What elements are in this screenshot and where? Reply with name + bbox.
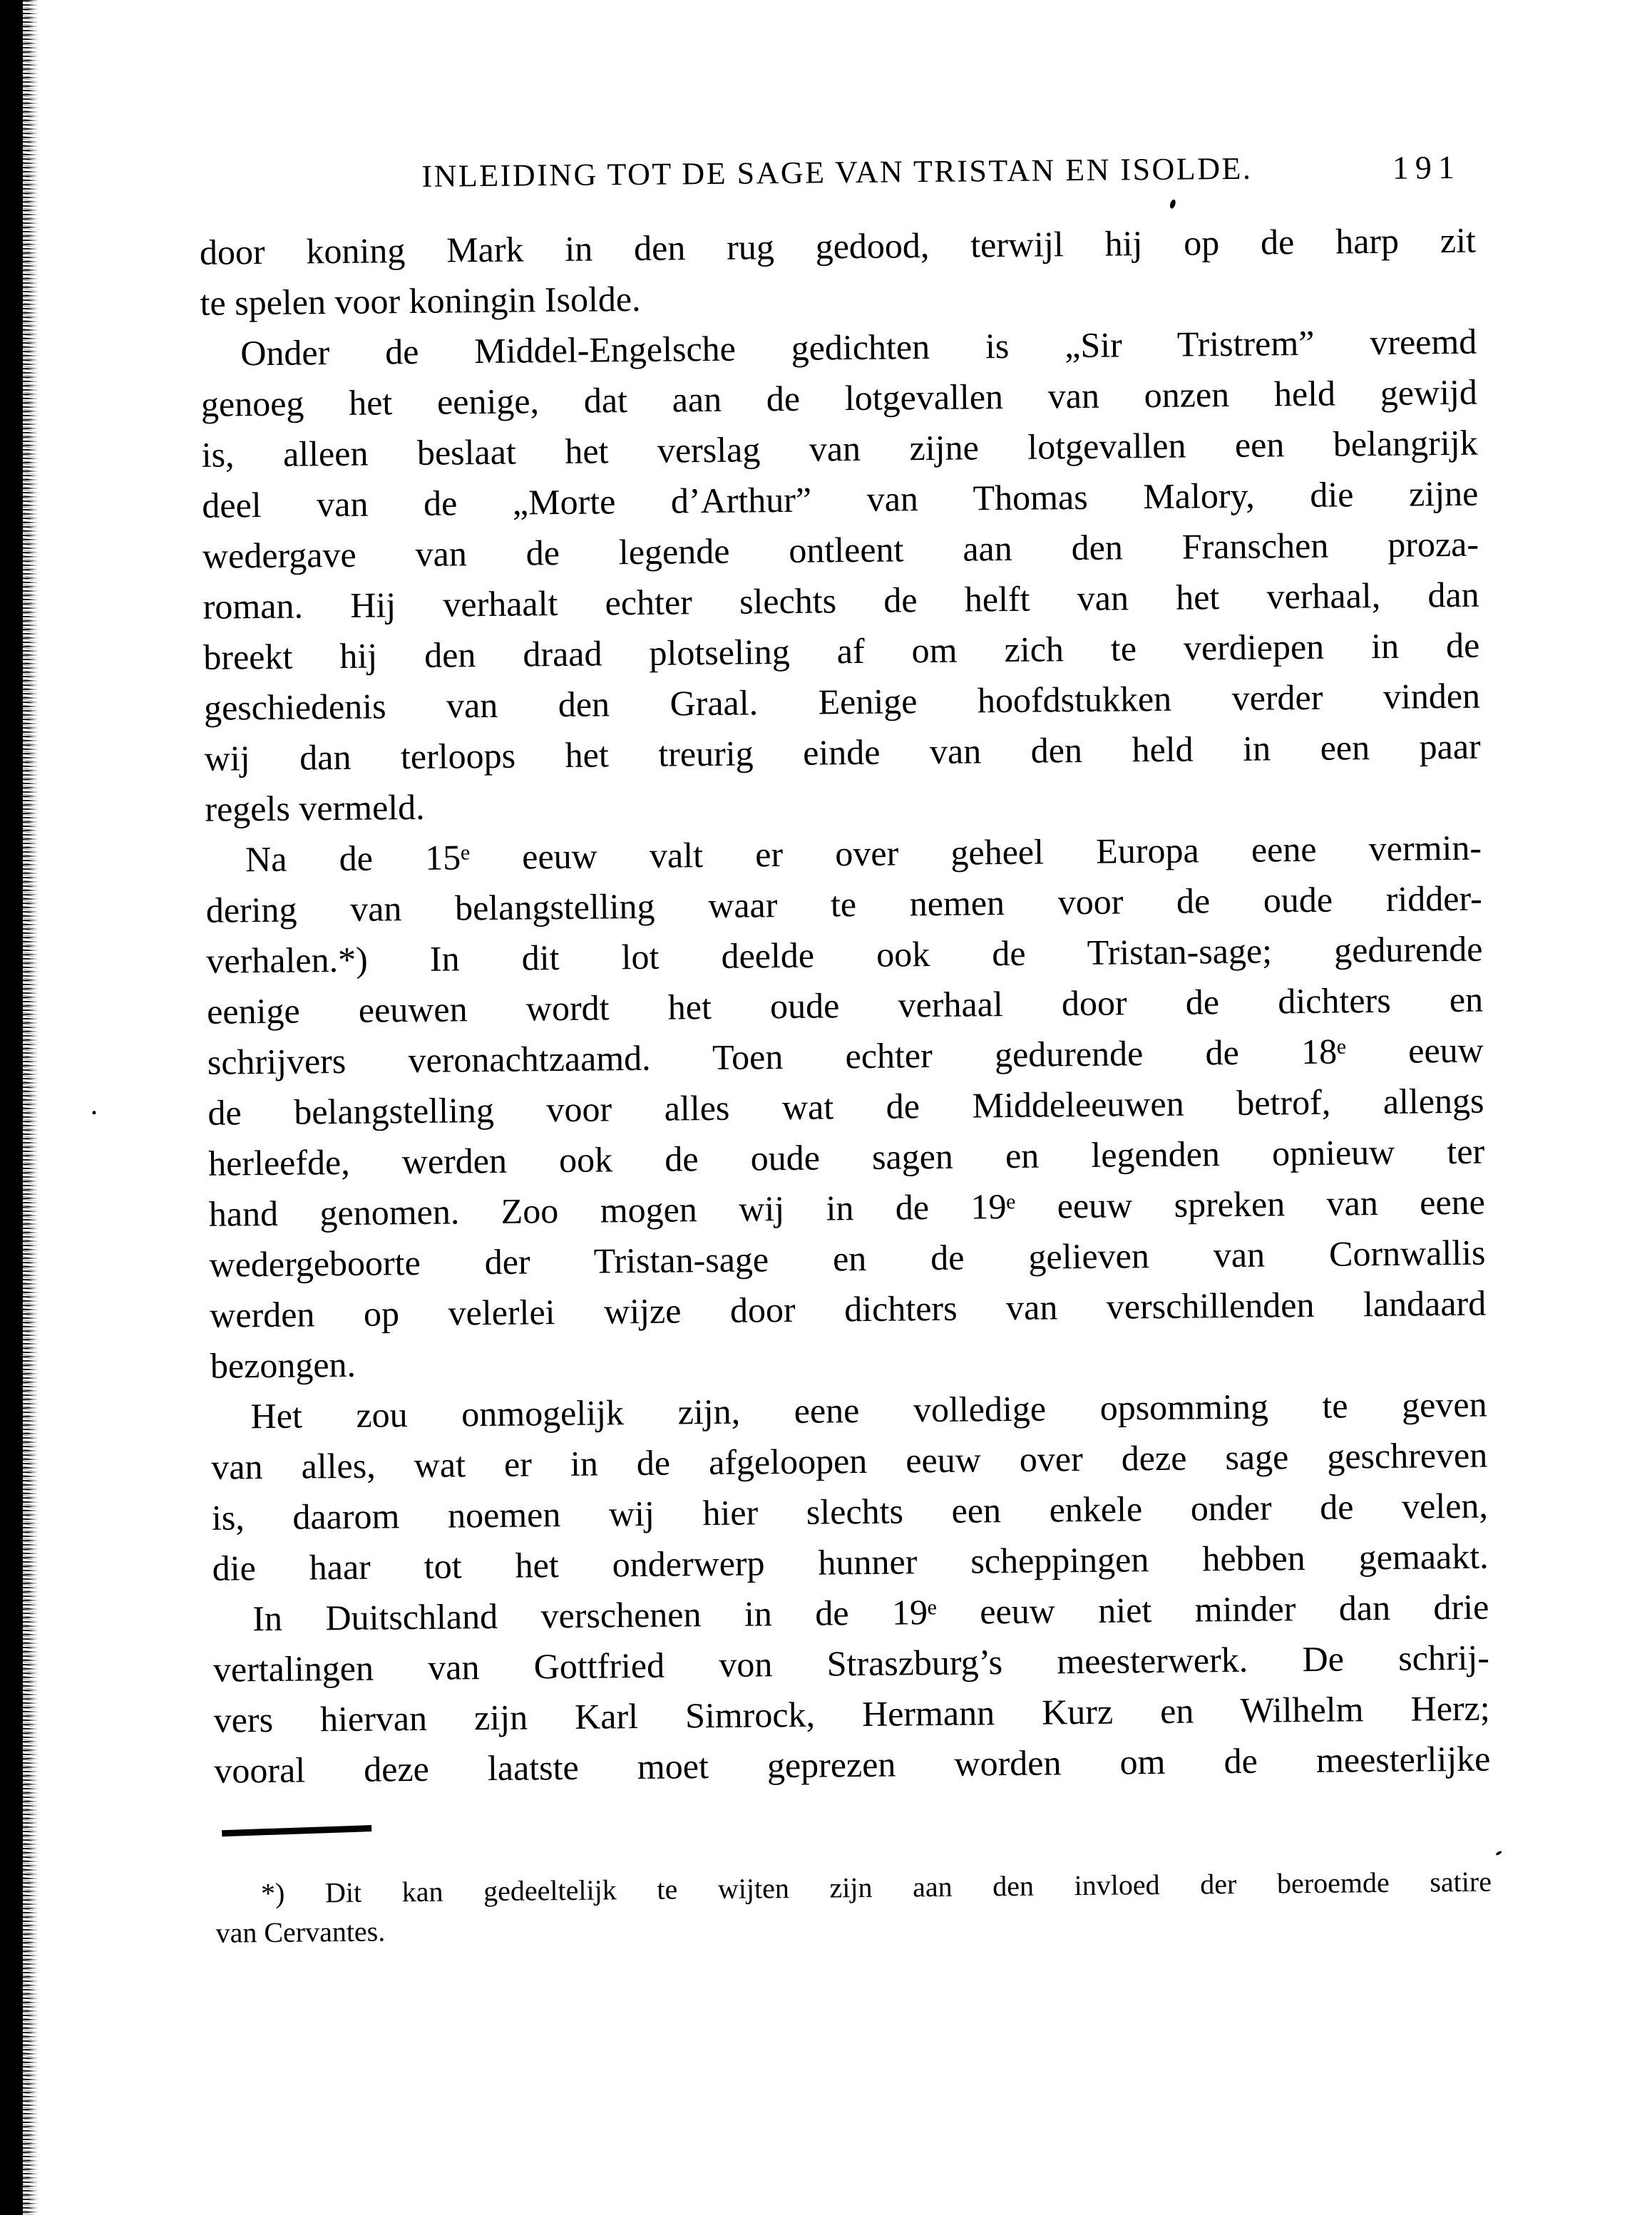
footnote bbox=[215, 1862, 1492, 1953]
text-line: die haar tot het onderwerp hunner scheppingen hebben gemaakt. bbox=[212, 1536, 1489, 1588]
text-line: vooral deze laatste moet geprezen worden om de meesterlijke bbox=[214, 1738, 1491, 1791]
text-line: is, alleen beslaat het verslag van zijne lotgevallen een belangrijk bbox=[201, 422, 1478, 475]
text-line: van alles, wat er in de afgeloopen eeuw over deze sage geschreven bbox=[211, 1434, 1488, 1487]
text-line: Het zou onmogelijk zijn, eene volledige opsomming te geven bbox=[250, 1384, 1487, 1437]
text-line: werden op velerlei wijze door dichters van verschillenden landaard bbox=[209, 1283, 1487, 1335]
text-line: wij dan terloops het treurig einde van den held in een paar bbox=[204, 726, 1481, 778]
footnote-separator bbox=[222, 1825, 371, 1836]
text-line: Na de 15ᵉ eeuw valt er over geheel Europa eene vermin- bbox=[245, 827, 1482, 880]
text-line: vers hiervan zijn Karl Simrock, Hermann Kurz en Wilhelm Herz; bbox=[213, 1687, 1490, 1740]
text-line: van Cervantes. bbox=[215, 1915, 386, 1949]
scan-speck bbox=[92, 1111, 96, 1114]
running-header bbox=[199, 148, 1476, 206]
text-line: Onder de Middel-Engelsche gedichten is „Sir Tristrem” vreemd bbox=[240, 321, 1477, 374]
text-line: wedergave van de legende ontleent aan den Franschen proza- bbox=[202, 523, 1479, 576]
text-line: de belangstelling voor alles wat de Middeleeuwen betrof, allengs bbox=[207, 1080, 1484, 1133]
text-line: hand genomen. Zoo mogen wij in de 19ᵉ eeuw spreken van eene bbox=[208, 1181, 1486, 1234]
text-line: deel van de „Morte d’Arthur” van Thomas Malory, die zijne bbox=[202, 473, 1479, 525]
text-line: In Duitschland verschenen in de 19ᵉ eeuw niet minder dan drie bbox=[252, 1586, 1489, 1639]
text-line: door koning Mark in den rug gedood, terwijl hij op de harp zit bbox=[199, 220, 1477, 272]
text-line: breekt hij den draad plotseling af om zich te verdiepen in de bbox=[203, 625, 1480, 677]
page-number: 191 bbox=[1392, 148, 1462, 186]
text-line: eenige eeuwen wordt het oude verhaal door de dichters en bbox=[206, 979, 1484, 1032]
text-line: te spelen voor koningin Isolde. bbox=[200, 278, 641, 323]
text-line: vertalingen van Gottfried von Straszburg’s meesterwerk. De schrij- bbox=[212, 1637, 1490, 1690]
text-line: bezongen. bbox=[210, 1344, 356, 1386]
text-line: *) Dit kan gedeeltelijk te wijten zijn aan den invloed der beroemde satire bbox=[260, 1865, 1492, 1910]
text-line: herleefde, werden ook de oude sagen en legenden opnieuw ter bbox=[207, 1131, 1485, 1183]
text-line: geschiedenis van den Graal. Eenige hoofdstukken verder vinden bbox=[203, 675, 1481, 728]
text-line: wedergeboorte der Tristan-sage en de gelieven van Cornwallis bbox=[209, 1232, 1486, 1285]
text-line: genoeg het eenige, dat aan de lotgevallen van onzen held gewijd bbox=[200, 371, 1478, 424]
text-line: verhalen.*) In dit lot deelde ook de Tristan-sage; gedurende bbox=[206, 928, 1483, 981]
text-line: is, daarom noemen wij hier slechts een enkele onder de velen, bbox=[211, 1485, 1489, 1538]
body-text bbox=[200, 215, 1491, 1797]
scan-speck bbox=[1169, 199, 1177, 210]
text-line: dering van belangstelling waar te nemen voor de oude ridder- bbox=[205, 878, 1482, 930]
scan-speck bbox=[1495, 1850, 1502, 1856]
text-line: regels vermeld. bbox=[205, 786, 425, 829]
text-line: roman. Hij verhaalt echter slechts de helft van het verhaal, dan bbox=[202, 574, 1479, 627]
text-line: schrijvers veronachtzaamd. Toen echter gedurende de 18ᵉ eeuw bbox=[207, 1029, 1484, 1082]
running-header-title: INLEIDING TOT DE SAGE VAN TRISTAN EN ISOLDE. bbox=[421, 150, 1253, 194]
